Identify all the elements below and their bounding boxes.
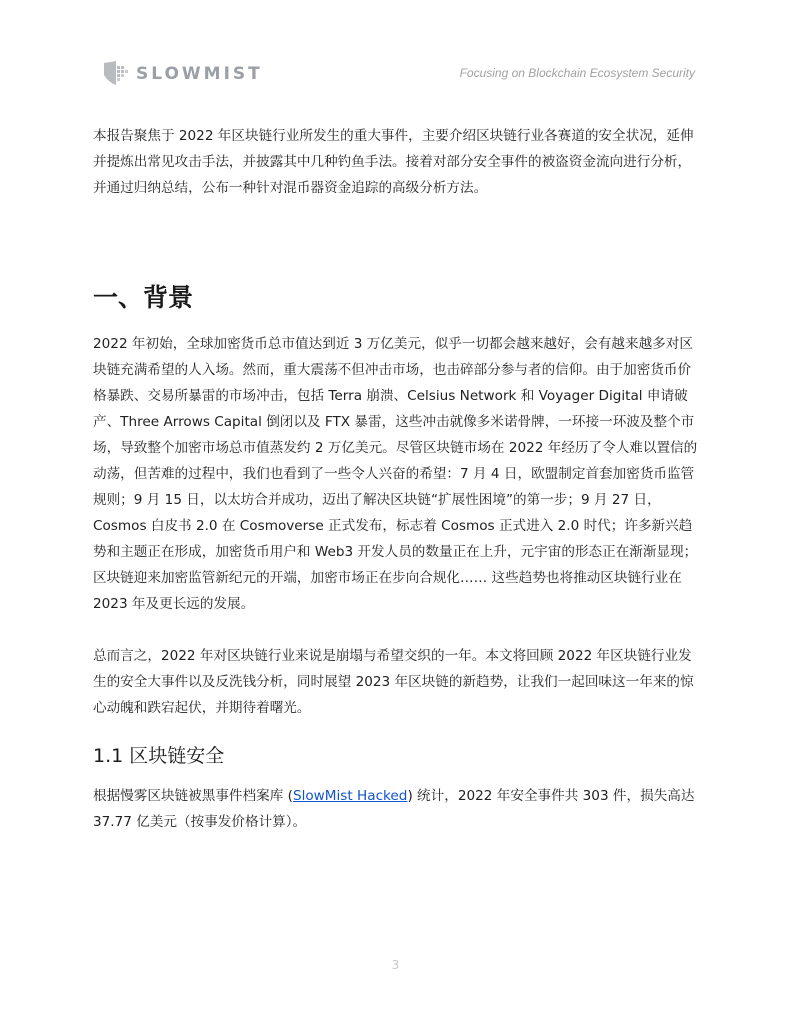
slowmist-logo	[100, 60, 263, 88]
page-number: 3	[391, 958, 400, 972]
stats-text-after: ) 统计，2022 年安全事件共 303 件，损失高达 37.77 亿美元（按事发价格计算）。	[93, 788, 695, 830]
background-paragraph-2: 总而言之，2022 年对区块链行业来说是崩塌与希望交织的一年。本文将回顾 2022 年区块链行业发生的安全大事件以及反洗钱分析，同时展望 2023 年区块链的新趋势，让我们一起回味这一年来的惊心动魄和跌宕起伏，并期待着曙光。	[93, 648, 694, 716]
stats-text-before: 根据慢雾区块链被黑事件档案库 (	[93, 788, 293, 804]
logo-text: SLOWMIST	[136, 64, 263, 84]
subsection-heading: 1.1 区块链安全	[93, 745, 225, 767]
paragraph-gap	[93, 617, 703, 643]
shield-logo-icon	[100, 60, 130, 88]
header-tagline: Focusing on Blockchain Ecosystem Security	[459, 66, 695, 80]
intro-paragraph: 本报告聚焦于 2022 年区块链行业所发生的重大事件，主要介绍区块链行业各赛道的安全状况，延伸并提炼出常见攻击手法，并披露其中几种钓鱼手法。接着对部分安全事件的被盗资金流向进行分析，并通过归纳总结，公布一种针对混币器资金追踪的高级分析方法。	[93, 128, 694, 196]
background-paragraph-1: 2022 年初始，全球加密货币总市值达到近 3 万亿美元，似乎一切都会越来越好，会有越来越多对区块链充满希望的人入场。然而，重大震荡不但冲击市场，也击碎部分参与者的信仰。由于加密货币价格暴跌、交易所暴雷的市场冲击，包括 Terra 崩溃、Celsius Network 和 Voyager Digital 申请破产、Three Arrows Capital 倒闭以及 FTX 暴雷，这些冲击就像多米诺骨牌，一环接一环波及整个市场，导致整个加密市场总市值蒸发约 2 万亿美元。尽管区块链市场在 2022 年经历了令人难以置信的动荡，但苦难的过程中，我们也看到了一些令人兴奋的希望：7 月 4 日，欧盟制定首套加密货币监管规则；9 月 15 日，以太坊合并成功，迈出了解决区块链“扩展性困境”的第一步；9 月 27 日，Cosmos 白皮书 2.0 在 Cosmoverse 正式发布，标志着 Cosmos 正式进入 2.0 时代；许多新兴趋势和主题正在形成，加密货币用户和 Web3 开发人员的数量正在上升，元宇宙的形态正在渐渐显现；区块链迎来加密监管新纪元的开端，加密市场正在步向合规化…… 这些趋势也将推动区块链行业在 2023 年及更长远的发展。	[93, 336, 698, 612]
security-stats-paragraph	[93, 783, 703, 835]
page-header	[0, 0, 791, 110]
slowmist-hacked-link[interactable]: SlowMist Hacked	[292, 788, 408, 804]
section-heading: 一、背景	[93, 283, 194, 312]
document-body	[93, 123, 703, 835]
